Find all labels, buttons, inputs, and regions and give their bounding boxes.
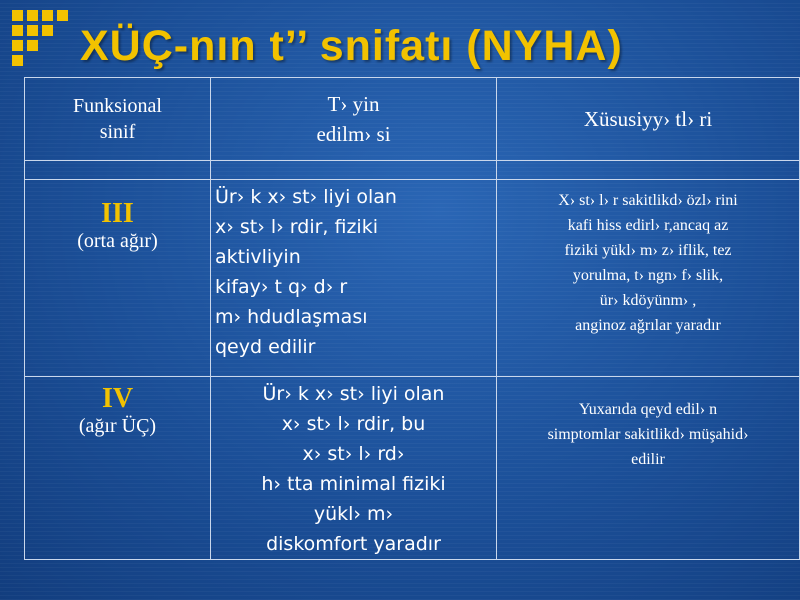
- header-line: Xüsusiyy› tl› ri: [583, 106, 713, 131]
- definition-cell: [211, 180, 497, 377]
- text-line: Ür› k x› st› liyi olan: [215, 186, 397, 208]
- text-line: edilir: [631, 451, 665, 468]
- definition-text: [211, 182, 496, 362]
- text-line: x› st› l› rdir, fiziki: [215, 216, 378, 238]
- empty-cell: [25, 161, 211, 180]
- slide-title: XÜÇ-nın t’’ snifatı (NYHA): [80, 22, 623, 70]
- class-number: III: [101, 198, 134, 229]
- table-row: [25, 180, 800, 377]
- features-text: [497, 188, 799, 338]
- table-header-row: [25, 78, 800, 161]
- header-features: [497, 78, 800, 161]
- header-functional-class: [25, 78, 211, 161]
- text-line: Ür› k x› st› liyi olan: [262, 383, 445, 405]
- text-line: qeyd edilir: [215, 336, 316, 358]
- text-line: yorulma, t› ngn› f› slik,: [572, 267, 724, 284]
- text-line: m› hdudlaşması: [215, 306, 368, 328]
- table-row: [25, 377, 800, 560]
- features-cell: [497, 180, 800, 377]
- text-line: anginoz ağrılar yaradır: [575, 317, 721, 334]
- text-line: h› tta minimal fiziki: [261, 473, 446, 495]
- class-name: (ağır ÜÇ): [78, 415, 157, 437]
- header-definition: [211, 78, 497, 161]
- text-line: Yuxarıda qeyd edil› n: [578, 401, 718, 418]
- class-name: (orta ağır): [77, 230, 158, 252]
- empty-cell: [211, 161, 497, 180]
- yellow-squares-icon: [12, 10, 70, 68]
- header-line: sinif: [99, 121, 136, 143]
- definition-text: [211, 379, 496, 559]
- class-number: IV: [101, 383, 134, 414]
- text-line: fiziki yükl› m› z› iflik, tez: [564, 242, 732, 259]
- nyha-classification-table: [24, 77, 800, 560]
- text-line: x› st› l› rd›: [302, 443, 405, 465]
- text-line: aktivliyin: [215, 246, 301, 268]
- text-line: yükl› m›: [313, 503, 394, 525]
- features-cell: [497, 377, 800, 560]
- header-line: Funksional: [73, 95, 162, 117]
- definition-cell: [211, 377, 497, 560]
- table-empty-row: [25, 161, 800, 180]
- header-line: edilm› si: [316, 122, 391, 146]
- text-line: diskomfort yaradır: [266, 533, 441, 555]
- features-text: [497, 397, 799, 472]
- header-line: T› yin: [327, 92, 380, 116]
- text-line: kafi hiss edirl› r,ancaq az: [567, 217, 729, 234]
- text-line: simptomlar sakitlikd› müşahid›: [547, 426, 749, 443]
- class-cell: [25, 377, 211, 560]
- text-line: ür› kdöyünm› ,: [599, 292, 697, 309]
- text-line: kifay› t q› d› r: [215, 276, 348, 298]
- text-line: x› st› l› rdir, bu: [281, 413, 426, 435]
- class-cell: [25, 180, 211, 377]
- text-line: X› st› l› r sakitlikd› özl› rini: [558, 192, 738, 209]
- empty-cell: [497, 161, 800, 180]
